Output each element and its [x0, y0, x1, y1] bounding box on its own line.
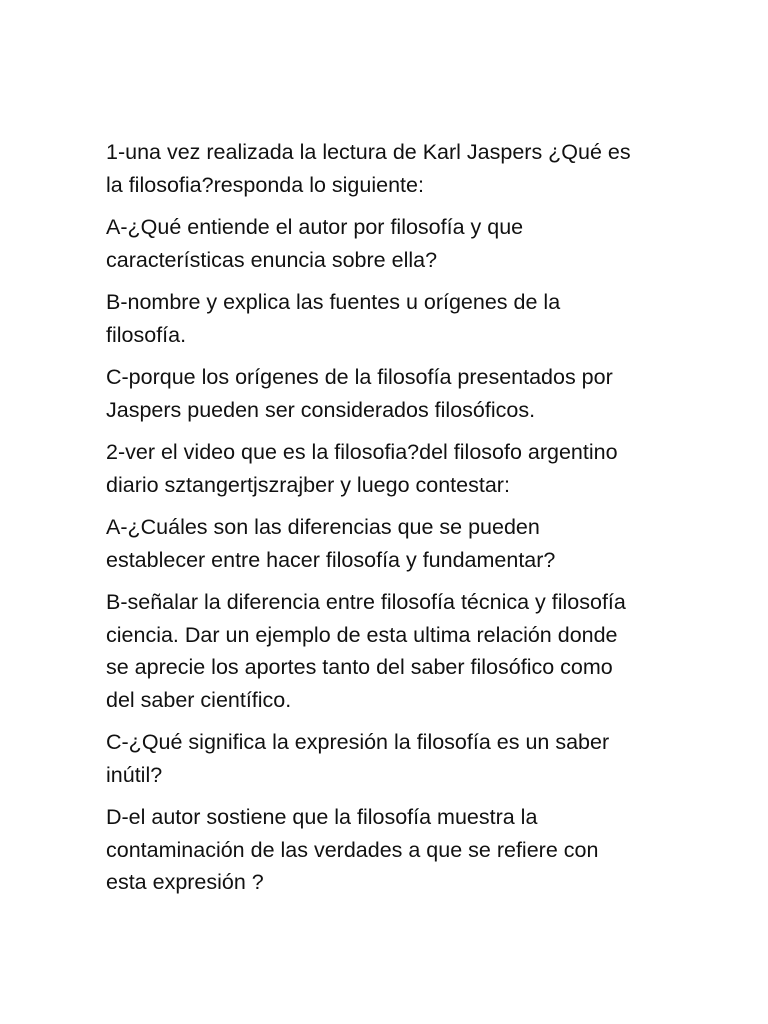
question-2c: C-¿Qué significa la expresión la filosofía es un saber inútil? [106, 730, 610, 787]
question-2a: A-¿Cuáles son las diferencias que se pueden establecer entre hacer filosofía y fundamentar? [106, 515, 556, 572]
question-2b: B-señalar la diferencia entre filosofía técnica y filosofía ciencia. Dar un ejemplo de esta ultima relación donde se aprecie los aportes tanto del saber filosófico como del saber científico. [106, 590, 626, 712]
question-1a: A-¿Qué entiende el autor por filosofía y que características enuncia sobre ella? [106, 215, 524, 272]
question-1-intro: 1-una vez realizada la lectura de Karl Jaspers ¿Qué es la filosofia?responda lo siguiente: [106, 140, 631, 197]
question-2d: D-el autor sostiene que la filosofía muestra la contaminación de las verdades a que se refiere con esta expresión ? [106, 805, 599, 894]
question-1b: B-nombre y explica las fuentes u orígenes de la filosofía. [106, 290, 561, 347]
question-2-intro: 2-ver el video que es la filosofia?del filosofo argentino diario sztangertjszrajber y luego contestar: [106, 440, 618, 497]
question-1c: C-porque los orígenes de la filosofía presentados por Jaspers pueden ser considerados filosóficos. [106, 365, 613, 422]
document-body [106, 136, 676, 909]
